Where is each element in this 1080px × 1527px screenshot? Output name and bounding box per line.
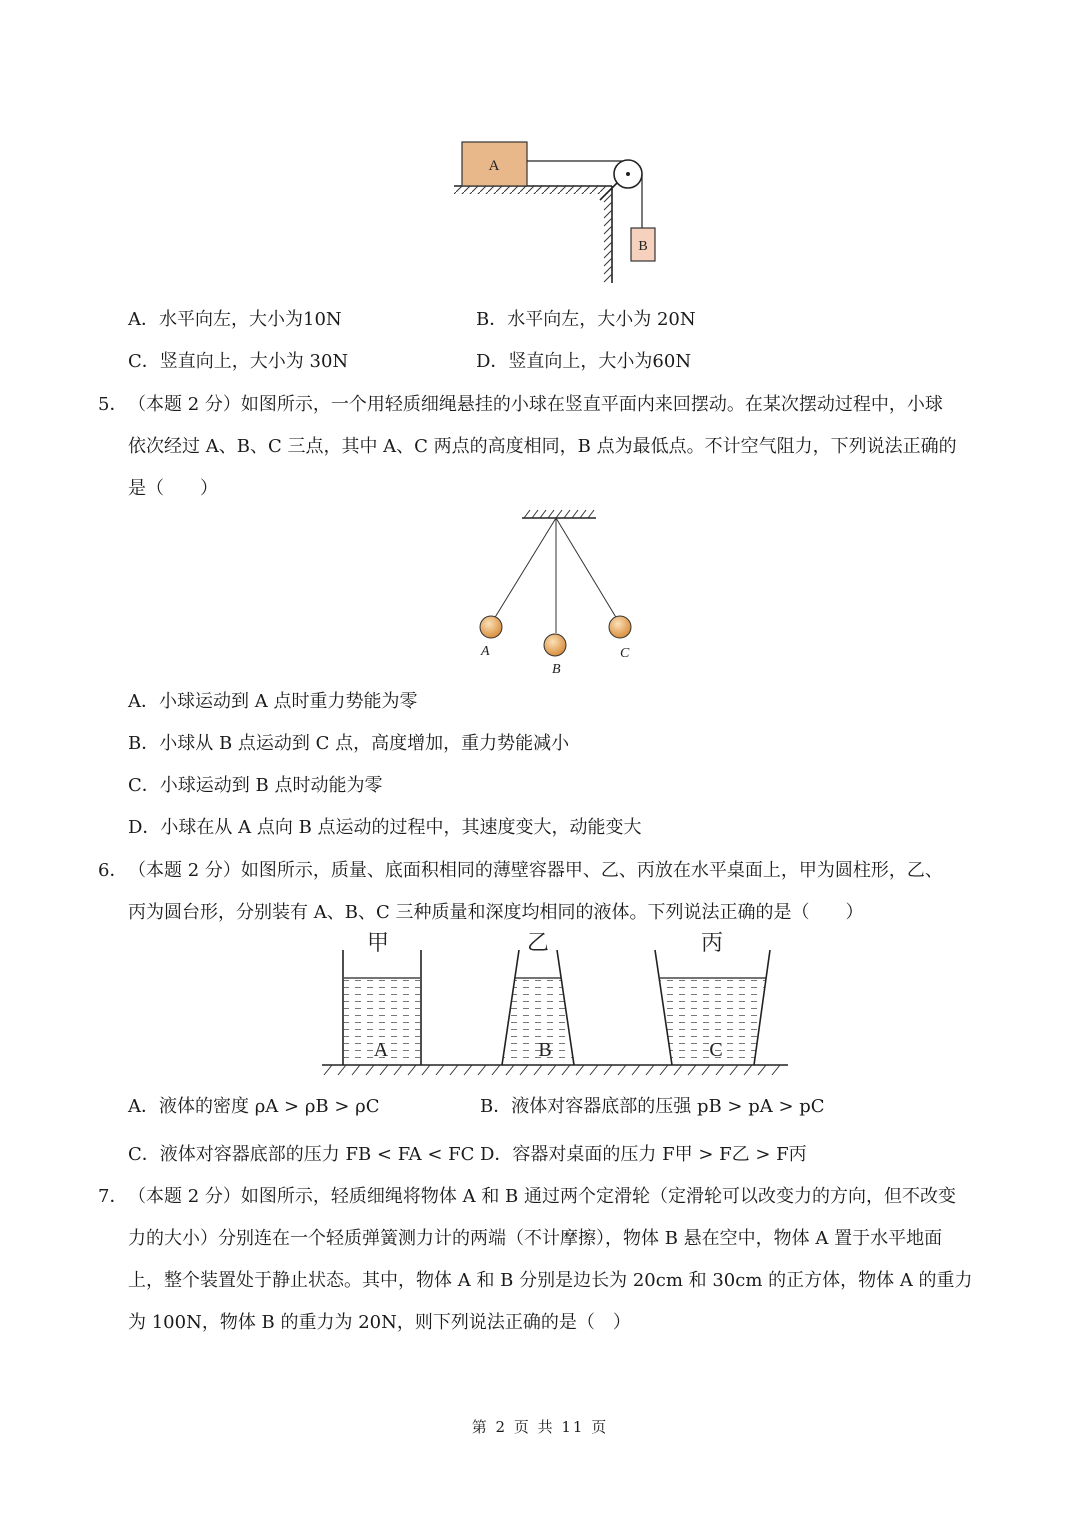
q7-number: 7． bbox=[98, 1186, 128, 1207]
q6-option-b: B．液体对容器底部的压强 pB > pA > pC bbox=[480, 1096, 825, 1117]
block-a-label: A bbox=[488, 158, 500, 174]
q5-number: 5． bbox=[98, 394, 128, 415]
q4-option-a: A．水平向左，大小为10N bbox=[128, 309, 342, 330]
q5-option-c: C．小球运动到 B 点时动能为零 bbox=[128, 775, 383, 796]
page-footer: 第 2 页 共 11 页 bbox=[471, 1418, 609, 1436]
q5-pendulum-figure bbox=[460, 505, 640, 685]
q6-option-c: C．液体对容器底部的压力 FB < FA < FC bbox=[128, 1144, 475, 1165]
q7-stem-line4: 为 100N，物体 B 的重力为 20N，则下列说法正确的是（ ） bbox=[128, 1312, 631, 1333]
ball-a bbox=[480, 616, 502, 638]
ball-c-label: C bbox=[620, 646, 630, 661]
ball-c bbox=[609, 616, 631, 638]
q5-stem-line1: （本题 2 分）如图所示，一个用轻质细绳悬挂的小球在竖直平面内来回摆动。在某次摆动过程中，小球 bbox=[128, 394, 943, 415]
container-yi bbox=[502, 930, 574, 1065]
q4-pulley-figure bbox=[440, 128, 670, 288]
block-b-label: B bbox=[638, 239, 648, 254]
q6-containers-figure bbox=[318, 928, 798, 1080]
q5-option-a: A．小球运动到 A 点时重力势能为零 bbox=[128, 691, 418, 712]
container-yi-title: 乙 bbox=[526, 930, 550, 955]
q4-option-b: B．水平向左，大小为 20N bbox=[476, 309, 696, 330]
q5-stem-line2: 依次经过 A、B、C 三点，其中 A、C 两点的高度相同，B 点为最低点。不计空气阻力，下列说法正确的 bbox=[128, 436, 957, 457]
q4-option-c: C．竖直向上，大小为 30N bbox=[128, 351, 349, 372]
liquid-a-label: A bbox=[373, 1039, 389, 1061]
q5-option-d: D．小球在从 A 点向 B 点运动的过程中，其速度变大，动能变大 bbox=[128, 817, 642, 838]
q4-option-d: D．竖直向上，大小为60N bbox=[476, 351, 692, 372]
q6-stem-line2: 丙为圆台形，分别装有 A、B、C 三种质量和深度均相同的液体。下列说法正确的是（ ） bbox=[128, 902, 864, 923]
liquid-c-label: C bbox=[709, 1039, 723, 1061]
container-jia bbox=[343, 930, 421, 1065]
q7-stem-line1: （本题 2 分）如图所示，轻质细绳将物体 A 和 B 通过两个定滑轮（定滑轮可以改变力的方向，但不改变 bbox=[128, 1186, 957, 1207]
q6-option-a: A．液体的密度 ρA > ρB > ρC bbox=[128, 1096, 380, 1117]
ball-a-label: A bbox=[481, 644, 490, 659]
q7-stem-line2: 力的大小）分别连在一个轻质弹簧测力计的两端（不计摩擦），物体 B 悬在空中，物体 A 置于水平地面 bbox=[128, 1228, 943, 1249]
liquid-b-label: B bbox=[538, 1039, 552, 1061]
q5-option-b: B．小球从 B 点运动到 C 点，高度增加，重力势能减小 bbox=[128, 733, 570, 754]
q6-number: 6． bbox=[98, 860, 128, 881]
ball-b bbox=[544, 634, 566, 656]
container-bing-title: 丙 bbox=[700, 930, 724, 955]
q6-option-d: D．容器对桌面的压力 F甲 > F乙 > F丙 bbox=[480, 1144, 807, 1165]
ball-b-label: B bbox=[552, 662, 561, 677]
q5-stem-line3: 是（ ） bbox=[128, 478, 218, 499]
container-jia-title: 甲 bbox=[366, 930, 390, 955]
container-bing bbox=[655, 930, 770, 1065]
q6-stem-line1: （本题 2 分）如图所示，质量、底面积相同的薄壁容器甲、乙、丙放在水平桌面上，甲为圆柱形，乙、 bbox=[128, 860, 943, 881]
q7-stem-line3: 上，整个装置处于静止状态。其中，物体 A 和 B 分别是边长为 20cm 和 30cm 的正方体，物体 A 的重力 bbox=[128, 1270, 973, 1291]
